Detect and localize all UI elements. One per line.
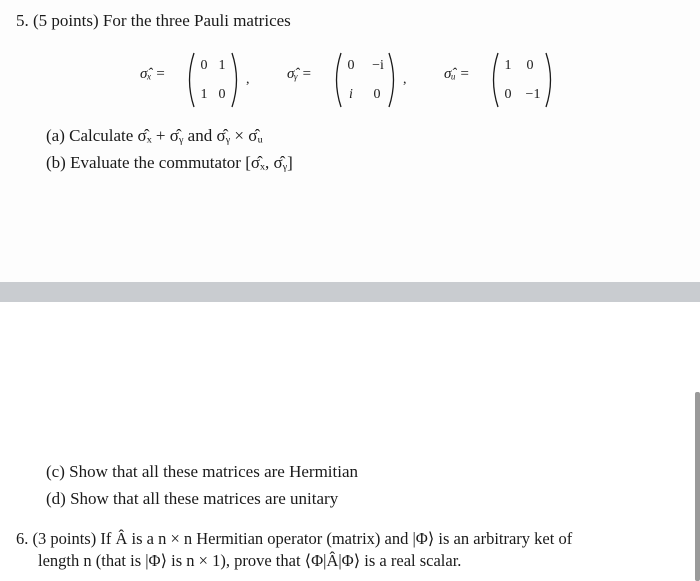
matrix-cell: 1: [200, 87, 208, 102]
vertical-scrollbar[interactable]: [695, 392, 700, 581]
problem-5-header: 5. (5 points) For the three Pauli matrices: [16, 11, 291, 30]
matrix-label: σ̂ᵤ =: [444, 66, 470, 82]
page-break-gap: [0, 282, 700, 302]
matrix-separator: ,: [246, 72, 250, 87]
matrix-cell: 1: [218, 58, 226, 73]
matrix-cell: 0: [218, 87, 226, 102]
problem-5-part-d: (d) Show that all these matrices are unitary: [46, 489, 339, 508]
matrix-cell: −i: [372, 58, 384, 73]
matrix-cell: 0: [373, 87, 381, 102]
matrix-separator: ,: [403, 72, 407, 87]
matrix-cell: 0: [504, 87, 512, 102]
problem-5-part-c: (c) Show that all these matrices are Hermitian: [46, 462, 359, 481]
matrix-cell: 0: [347, 58, 355, 73]
problem-5-part-a: (a) Calculate σ̂ₓ + σ̂ᵧ and σ̂ᵧ × σ̂ᵤ: [46, 126, 263, 145]
matrix-cell: i: [349, 87, 353, 102]
problem-6-line-2: length n (that is |Φ⟩ is n × 1), prove that ⟨Φ|Â|Φ⟩ is a real scalar.: [38, 551, 462, 570]
matrix-cell: 0: [526, 58, 534, 73]
matrix-label: σ̂ₓ =: [140, 66, 166, 82]
problem-5-part-b: (b) Evaluate the commutator [σ̂ₓ, σ̂ᵧ]: [46, 153, 293, 172]
matrix-cell: 1: [504, 58, 512, 73]
matrix-cell: 0: [200, 58, 208, 73]
matrix-cell: −1: [525, 87, 541, 102]
problem-6-line-1: 6. (3 points) If Â is a n × n Hermitian operator (matrix) and |Φ⟩ is an arbitrary ket of: [16, 529, 573, 548]
matrix-label: σ̂ᵧ =: [287, 66, 312, 82]
